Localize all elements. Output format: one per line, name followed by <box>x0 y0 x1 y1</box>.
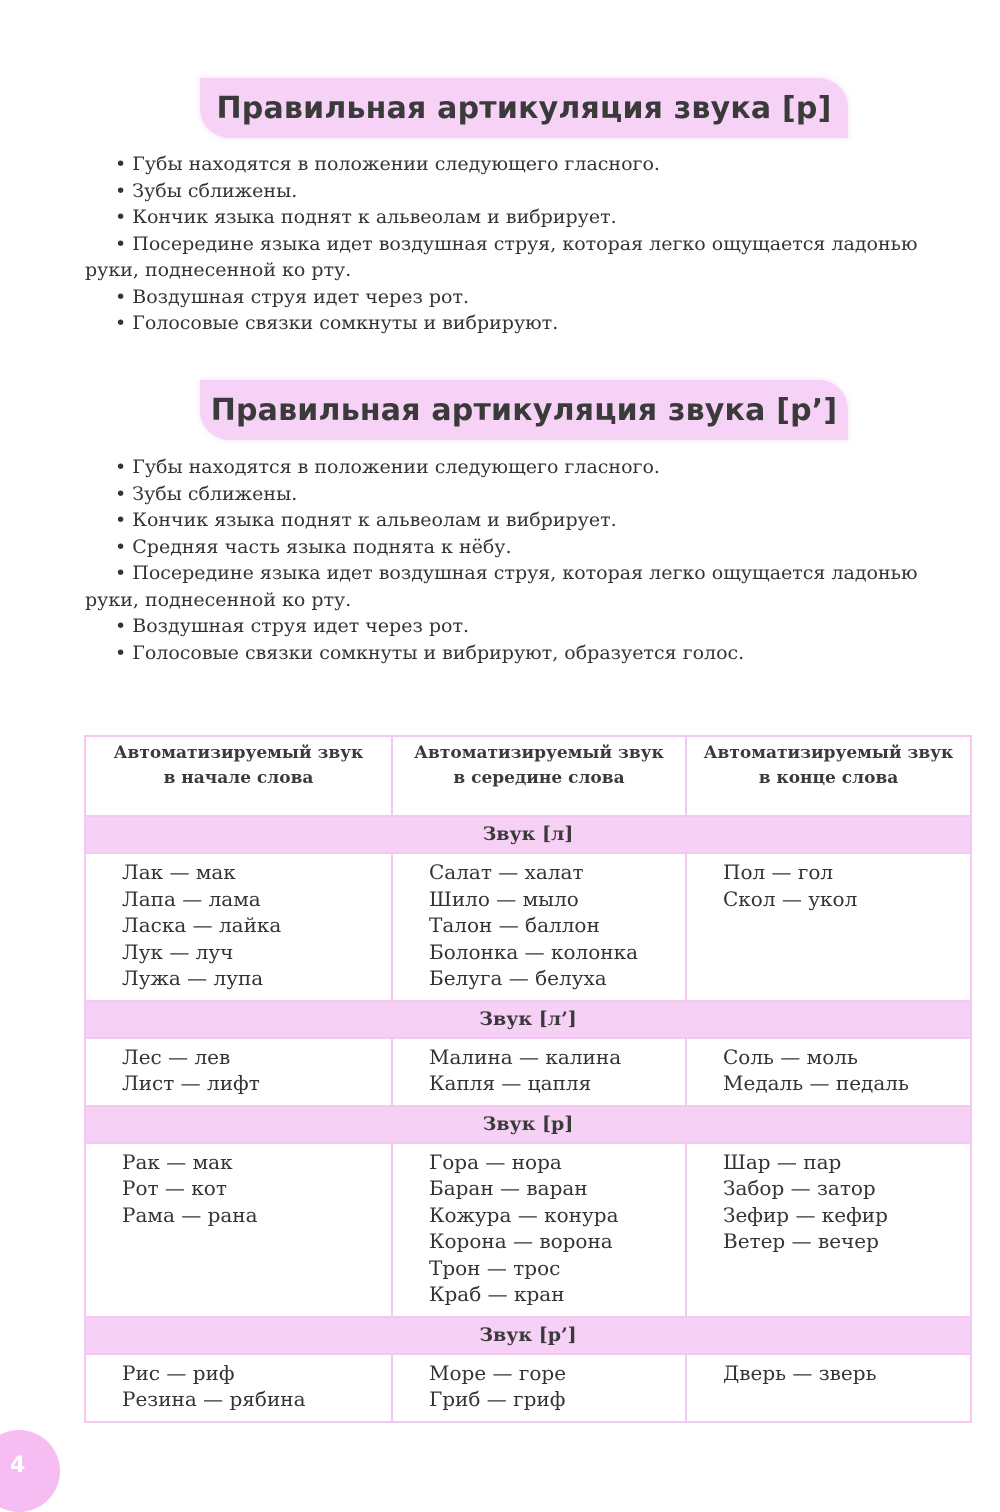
bullet-item: • Губы находятся в положении следующего гласного. <box>85 454 975 481</box>
cell-end: Пол — гол Скол — укол <box>686 853 971 1001</box>
cell-end: Дверь — зверь <box>686 1354 971 1422</box>
bullet-item: • Воздушная струя идет через рот. <box>85 613 975 640</box>
bullet-item: • Кончик языка поднят к альвеолам и вибрирует. <box>85 204 975 231</box>
cell-end: Соль — моль Медаль — педаль <box>686 1038 971 1106</box>
cell-middle: Гора — нора Баран — варан Кожура — конура Корона — ворона Трон — трос Краб — кран <box>392 1143 686 1317</box>
header-middle: Автоматизируемый звук в середине слова <box>392 736 686 816</box>
table-row <box>85 1143 971 1317</box>
cell-start: Рак — мак Рот — кот Рама — рана <box>85 1143 392 1317</box>
cell-middle: Море — горе Гриб — гриф <box>392 1354 686 1422</box>
cell-start: Лак — мак Лапа — лама Ласка — лайка Лук — луч Лужа — лупа <box>85 853 392 1001</box>
bullet-item: • Посередине языка идет воздушная струя, которая легко ощущается ладонью руки, поднесенной ко рту. <box>85 231 975 284</box>
cell-start: Рис — риф Резина — рябина <box>85 1354 392 1422</box>
table-row <box>85 853 971 1001</box>
section-1-bullets <box>85 151 975 337</box>
section-row-r: Звук [р] <box>85 1106 971 1143</box>
cell-middle: Салат — халат Шило — мыло Талон — баллон Болонка — колонка Белуга — белуха <box>392 853 686 1001</box>
cell-end: Шар — пар Забор — затор Зефир — кефир Ветер — вечер <box>686 1143 971 1317</box>
cell-middle: Малина — калина Капля — цапля <box>392 1038 686 1106</box>
cell-start: Лес — лев Лист — лифт <box>85 1038 392 1106</box>
word-pairs-table <box>84 735 972 1423</box>
section-2-banner <box>200 380 848 440</box>
bullet-item: • Голосовые связки сомкнуты и вибрируют. <box>85 310 975 337</box>
bullet-item: • Зубы сближены. <box>85 178 975 205</box>
table-row <box>85 1038 971 1106</box>
page-number-badge <box>0 1430 60 1512</box>
section-1-title: Правильная артикуляция звука [р] <box>216 90 832 126</box>
bullet-item: • Воздушная струя идет через рот. <box>85 284 975 311</box>
header-start: Автоматизируемый звук в начале слова <box>85 736 392 816</box>
bullet-item: • Посередине языка идет воздушная струя, которая легко ощущается ладонью руки, поднесенной ко рту. <box>85 560 975 613</box>
bullet-item: • Губы находятся в положении следующего гласного. <box>85 151 975 178</box>
section-row-l: Звук [л] <box>85 816 971 853</box>
section-2-title: Правильная артикуляция звука [р’] <box>210 392 838 428</box>
section-row-l-soft: Звук [л’] <box>85 1001 971 1038</box>
section-row-r-soft: Звук [р’] <box>85 1317 971 1354</box>
bullet-item: • Кончик языка поднят к альвеолам и вибрирует. <box>85 507 975 534</box>
section-2-bullets <box>85 454 975 666</box>
bullet-item: • Зубы сближены. <box>85 481 975 508</box>
table-row <box>85 1354 971 1422</box>
section-1-banner <box>200 78 848 138</box>
page-number: 4 <box>10 1452 26 1478</box>
header-end: Автоматизируемый звук в конце слова <box>686 736 971 816</box>
table-header-row <box>85 736 971 816</box>
bullet-item: • Средняя часть языка поднята к нёбу. <box>85 534 975 561</box>
bullet-item: • Голосовые связки сомкнуты и вибрируют, образуется голос. <box>85 640 975 667</box>
